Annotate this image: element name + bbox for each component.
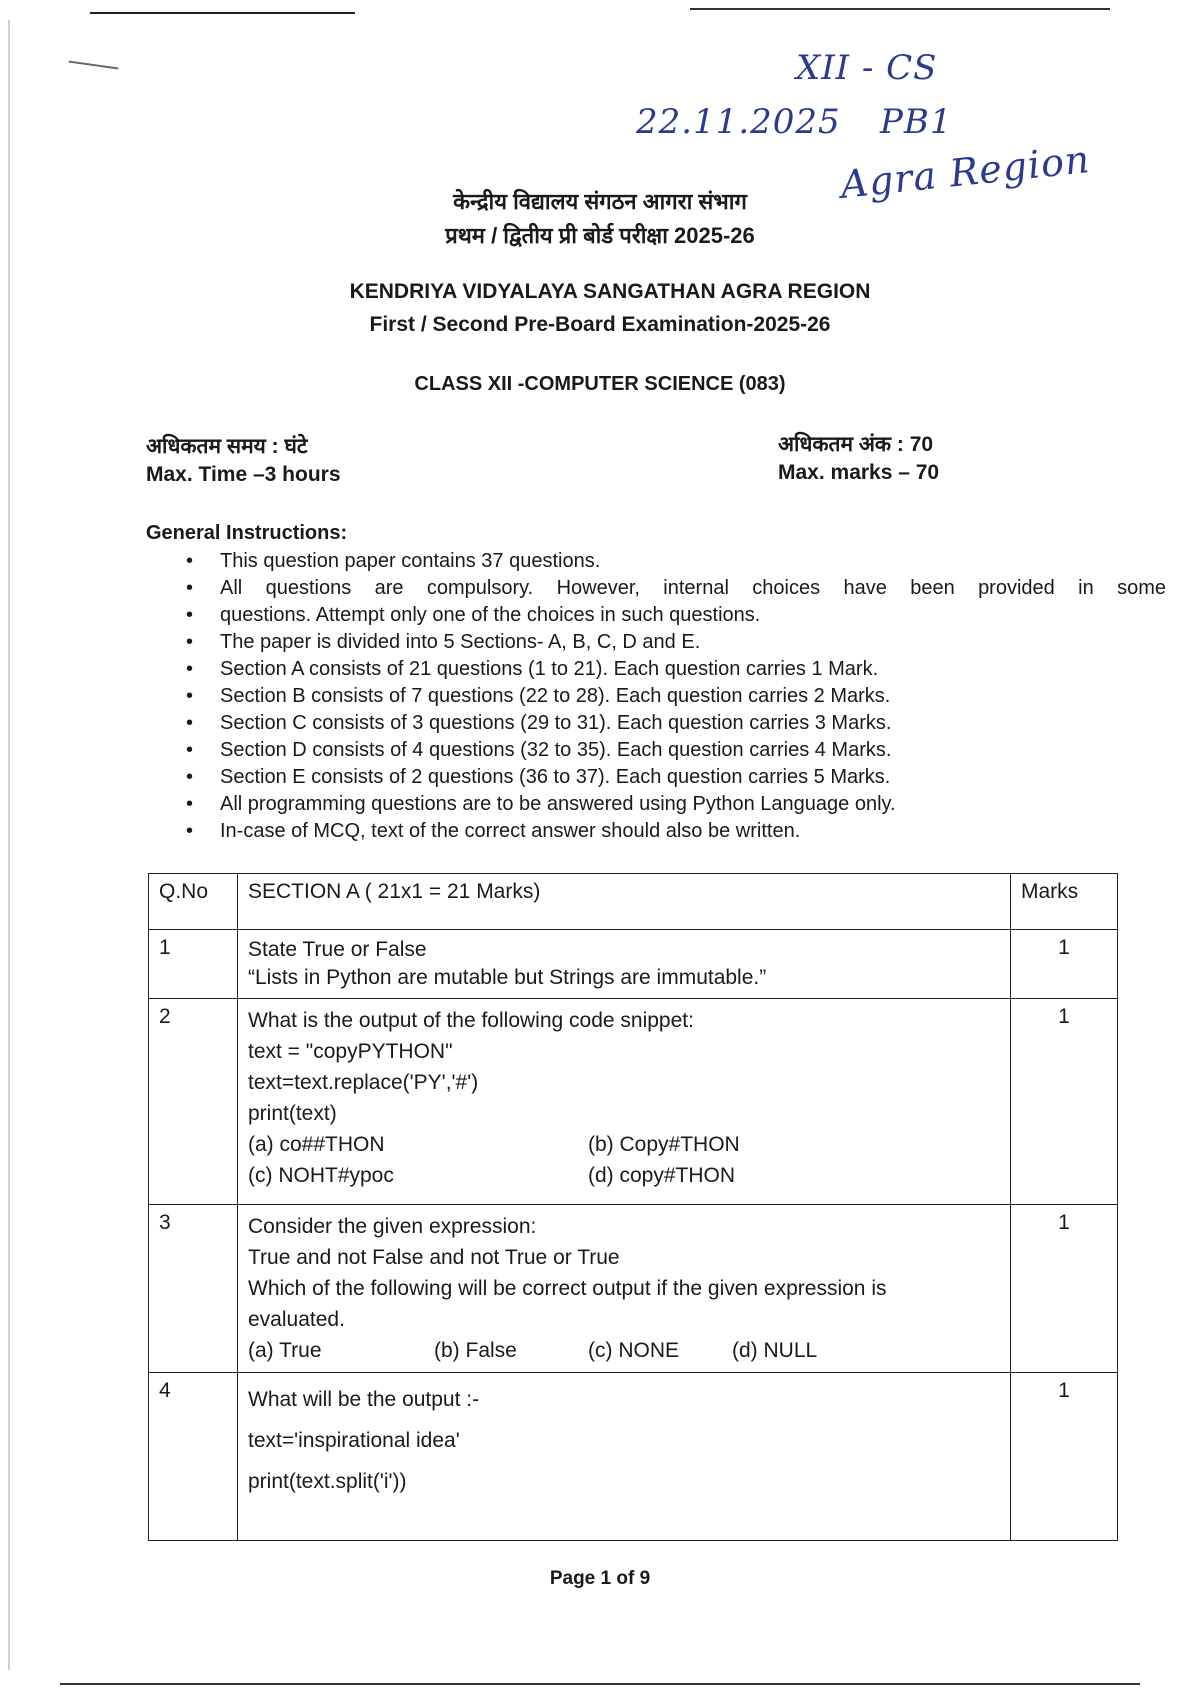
question-number: 3 — [149, 1205, 238, 1373]
table-row — [149, 999, 1118, 1205]
instructions-list — [186, 548, 1166, 845]
section-title: SECTION A ( 21x1 = 21 Marks) — [238, 874, 1011, 930]
instructions-title: General Instructions: — [146, 522, 348, 544]
max-marks: Max. marks – 70 — [778, 461, 940, 484]
question-line: print(text) — [248, 1102, 337, 1125]
option-a: (a) co##THON — [248, 1133, 385, 1156]
question-line: True and not False and not True or True — [248, 1246, 620, 1269]
table-row — [149, 930, 1118, 999]
hindi-exam-title: प्रथम / द्वितीय प्री बोर्ड परीक्षा 2025-26 — [445, 223, 755, 248]
max-time: Max. Time –3 hours — [146, 463, 341, 486]
page-scan-edge-top-right — [690, 8, 1110, 10]
options-row — [248, 1335, 1000, 1366]
instruction-item: • Section D consists of 4 questions (32 to 35). Each question carries 4 Marks. — [186, 737, 1166, 764]
col-marks-header: Marks — [1011, 874, 1118, 930]
question-line: What will be the output :- — [248, 1388, 480, 1411]
option-a: (a) True — [248, 1339, 322, 1362]
question-line: text='inspirational idea' — [248, 1429, 460, 1452]
handwritten-region: Agra Region — [838, 137, 1093, 207]
instruction-item: • The paper is divided into 5 Sections- A, B, C, D and E. — [186, 629, 1166, 656]
table-row — [149, 1373, 1118, 1541]
exam-title: First / Second Pre-Board Examination-2025-26 — [369, 313, 831, 336]
page-number: Page 1 of 9 — [549, 1568, 651, 1589]
question-line: “Lists in Python are mutable but Strings are immutable.” — [248, 966, 767, 989]
question-line: print(text.split('i')) — [248, 1470, 407, 1493]
question-line: text=text.replace('PY','#') — [248, 1071, 479, 1094]
option-c: (c) NOHT#ypoc — [248, 1164, 394, 1187]
question-line: evaluated. — [248, 1308, 345, 1331]
question-text — [238, 999, 1011, 1205]
instruction-item: • This question paper contains 37 questions. — [186, 548, 1166, 575]
question-text — [238, 930, 1011, 999]
question-number: 4 — [149, 1373, 238, 1541]
page-scan-edge-top — [90, 12, 355, 14]
class-subject-title: CLASS XII -COMPUTER SCIENCE (083) — [414, 373, 786, 395]
options-row — [248, 1160, 1000, 1191]
instruction-item-continued — [186, 602, 1166, 629]
question-line: Consider the given expression: — [248, 1215, 537, 1238]
handwritten-class: XII - CS — [796, 48, 938, 88]
question-marks: 1 — [1011, 999, 1118, 1205]
question-number: 2 — [149, 999, 238, 1205]
option-d: (d) NULL — [732, 1339, 818, 1362]
instruction-item: • Section C consists of 3 questions (29 to 31). Each question carries 3 Marks. — [186, 710, 1166, 737]
page-scan-edge-bottom — [60, 1683, 1140, 1685]
question-text — [238, 1373, 1011, 1541]
max-marks-hindi: अधिकतम अंक : 70 — [778, 433, 934, 456]
instruction-item: • In-case of MCQ, text of the correct answer should also be written. — [186, 818, 1166, 845]
question-marks: 1 — [1011, 930, 1118, 999]
option-b: (b) Copy#THON — [588, 1133, 740, 1156]
table-row — [149, 1205, 1118, 1373]
col-qno-header: Q.No — [149, 874, 238, 930]
option-b: (b) False — [434, 1339, 517, 1362]
max-time-hindi: अधिकतम समय : घंटे — [146, 435, 308, 458]
question-line: text = "copyPYTHON" — [248, 1040, 453, 1063]
question-text — [238, 1205, 1011, 1373]
hindi-org-title: केन्द्रीय विद्यालय संगठन आगरा संभाग — [453, 189, 747, 214]
question-line: Which of the following will be correct output if the given expression is — [248, 1277, 887, 1300]
option-d: (d) copy#THON — [588, 1164, 736, 1187]
section-a-table — [148, 873, 1118, 1541]
instruction-item: • All programming questions are to be answered using Python Language only. — [186, 791, 1166, 818]
question-number: 1 — [149, 930, 238, 999]
option-c: (c) NONE — [588, 1339, 679, 1362]
instruction-item: • Section A consists of 21 questions (1 to 21). Each question carries 1 Mark. — [186, 656, 1166, 683]
instruction-item: • All questions are compulsory. However, internal choices have been provided in some — [186, 575, 1166, 602]
table-header-row — [149, 874, 1118, 930]
question-marks: 1 — [1011, 1205, 1118, 1373]
page-scan-edge-left — [8, 20, 10, 1670]
question-line: What is the output of the following code snippet: — [248, 1009, 694, 1032]
question-line: State True or False — [248, 938, 427, 961]
question-marks: 1 — [1011, 1373, 1118, 1541]
handwritten-date: 22.11.2025 — [636, 102, 841, 142]
instruction-item: • Section E consists of 2 questions (36 to 37). Each question carries 5 Marks. — [186, 764, 1166, 791]
handwritten-code: PB1 — [880, 102, 953, 142]
org-title: KENDRIYA VIDYALAYA SANGATHAN AGRA REGION — [349, 280, 871, 303]
instruction-continued-text: questions. Attempt only one of the choices in such questions. — [220, 604, 761, 626]
instruction-item: • Section B consists of 7 questions (22 to 28). Each question carries 2 Marks. — [186, 683, 1166, 710]
pen-mark — [68, 61, 119, 78]
options-row — [248, 1129, 1000, 1160]
